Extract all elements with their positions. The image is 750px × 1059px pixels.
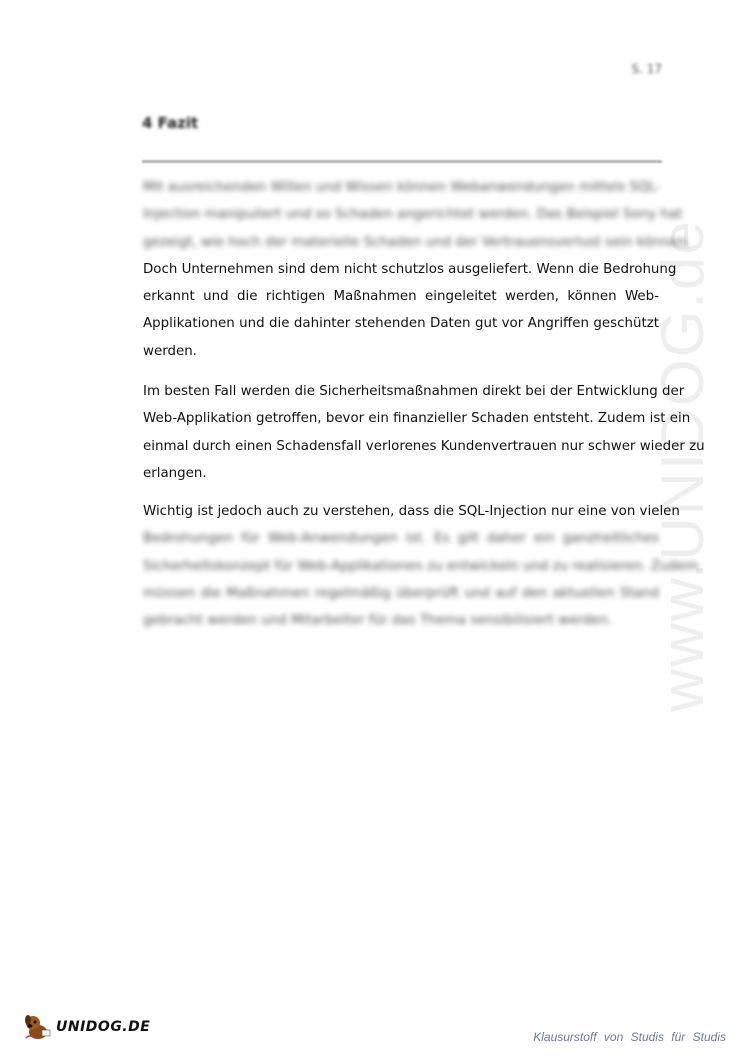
text-line: Injection manipuliert und so Schaden angerichtet werden. Das Beispiel Sony hat <box>143 207 683 223</box>
paragraph-1 <box>143 174 691 365</box>
paragraph-2 <box>143 378 705 487</box>
text-line: müssen die Maßnahmen regelmäßig überprüft und auf den aktuellen Stand <box>143 585 659 601</box>
text-line: gezeigt, wie hoch der materielle Schaden und der Vertrauensverlust sein können. <box>143 234 691 250</box>
text-line: werden. <box>143 343 197 359</box>
dog-mascot-icon <box>22 1012 52 1042</box>
paragraph-3 <box>143 498 699 634</box>
text-line: einmal durch einen Schadensfall verlorenes Kundenvertrauen nur schwer wieder zu <box>143 438 705 454</box>
text-line: Mit ausreichenden Willen und Wissen können Webanwendungen mittels SQL- <box>143 180 661 195</box>
text-line: Applikationen und die dahinter stehenden Daten gut vor Angriffen geschützt <box>143 316 659 332</box>
page-heading: 4 Fazit <box>142 114 199 132</box>
unidog-logo[interactable] <box>22 1012 150 1042</box>
text-line: Doch Unternehmen sind dem nicht schutzlos ausgeliefert. Wenn die Bedrohung <box>143 261 677 277</box>
logo-text: UNIDOG.DE <box>56 1019 151 1035</box>
text-line: erkannt und die richtigen Maßnahmen eingeleitet werden, können Web- <box>143 289 659 305</box>
text-line: Sicherheitskonzept für Web-Applikationen zu entwickeln und zu realisieren. Zudem <box>143 558 699 574</box>
page-number: S. 17 <box>631 62 662 76</box>
text-line: erlangen. <box>143 465 207 481</box>
text-line: Im besten Fall werden die Sicherheitsmaßnahmen direkt bei der Entwicklung der <box>143 384 685 399</box>
text-line: gebracht werden und Mitarbeiter für das Thema sensibilisiert werden. <box>143 613 613 629</box>
text-line: Wichtig ist jedoch auch zu verstehen, dass die SQL-Injection nur eine von vielen <box>143 504 680 519</box>
heading-rule <box>142 160 662 163</box>
text-line: Web-Applikation getroffen, bevor ein finanzieller Schaden entsteht. Zudem ist ein <box>143 411 691 427</box>
footer-tagline: Klausurstoff von Studis für Studis <box>533 1030 726 1044</box>
text-line: Bedrohungen für Web-Anwendungen ist. Es gilt daher ein ganzheitliches <box>143 531 659 547</box>
watermark: www.UNIDOG.de <box>649 219 716 712</box>
